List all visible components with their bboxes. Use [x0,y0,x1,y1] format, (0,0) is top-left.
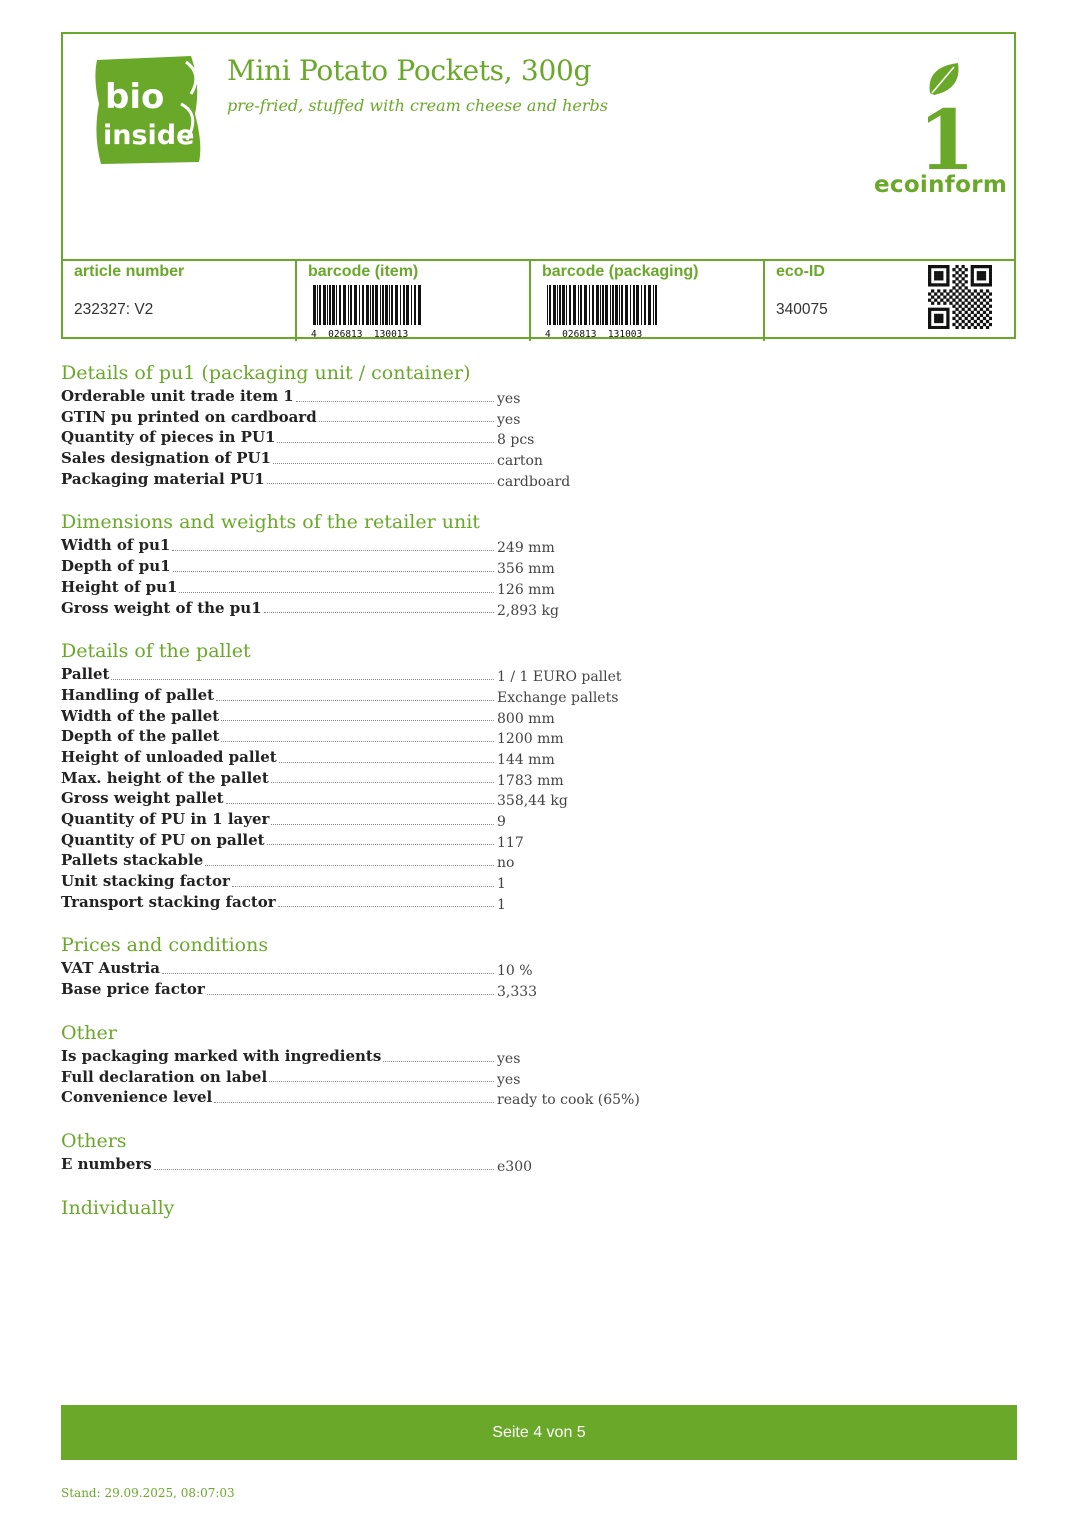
barcode-packaging-digits: 4 026813 131003 [545,329,643,339]
detail-row [61,556,761,577]
dotted-leader [172,535,494,551]
dotted-leader [216,685,494,701]
detail-label: VAT Austria [61,959,160,978]
barcode-bar [600,285,601,325]
barcode-bar [596,285,599,325]
detail-row [61,598,761,619]
section-title: Other [61,1021,117,1044]
barcode-item-label: barcode (item) [308,263,419,280]
dotted-leader [207,979,494,995]
section [61,360,761,489]
detail-value: 800 mm [497,710,555,727]
dotted-leader [277,427,494,443]
detail-label-wrap [61,598,497,619]
barcode-bar [557,285,558,325]
detail-label: Transport stacking factor [61,892,276,911]
section-title: Dimensions and weights of the retailer unit [61,511,480,534]
detail-label: Pallets stackable [61,851,204,870]
ecoinform-wordmark: ecoinform [874,172,1008,198]
detail-label-wrap [61,556,497,577]
detail-label-wrap [61,726,497,747]
ecoinform-numeral: 1 [918,93,976,189]
detail-row [61,427,761,448]
detail-row [61,535,761,556]
detail-label: Convenience level [61,1088,213,1107]
dotted-leader [162,958,494,974]
detail-value: 8 pcs [497,432,535,449]
detail-label-wrap [61,1154,497,1175]
detail-label-wrap [61,685,497,706]
detail-label-wrap [61,747,497,768]
dotted-leader [264,598,494,614]
detail-label-wrap [61,1046,497,1067]
detail-value: 358,44 kg [497,793,568,810]
detail-value: 126 mm [497,581,555,598]
barcode-bar [580,285,582,325]
barcode-item-digits: 4 026813 130013 [311,329,409,339]
detail-value: no [497,855,515,872]
barcode-bar [319,285,321,325]
detail-label-wrap [61,1087,497,1108]
barcode-bar [592,285,594,325]
barcode-bar [406,285,409,325]
detail-label: Quantity of PU on pallet [61,830,265,849]
article-number-cell [63,261,297,341]
barcode-bar [559,285,561,325]
dotted-leader [273,448,494,464]
dotted-leader [269,1067,494,1083]
barcode-bar [359,285,360,325]
barcode-bar [578,285,579,325]
detail-row [61,1087,761,1108]
detail-label: Max. height of the pallet [61,768,269,787]
detail-label: Unit stacking factor [61,872,230,891]
dotted-leader [271,809,494,825]
barcode-bar [619,285,620,325]
detail-label: Height of pu1 [61,577,178,596]
barcode-bar [633,285,635,325]
detail-label: Quantity of PU in 1 layer [61,810,270,828]
barcode-bar [343,285,346,325]
detail-label-wrap [61,577,497,598]
barcode-bar [348,285,349,325]
detail-row [61,726,761,747]
detail-label-wrap [61,871,497,892]
barcode-bar [329,285,331,325]
barcode-bar [403,285,405,325]
detail-row [61,706,761,727]
barcode-bar [648,285,651,325]
eco-id-cell [765,261,1014,341]
dotted-leader [232,871,494,887]
detail-label-wrap [61,830,497,851]
detail-label-wrap [61,809,497,830]
detail-row [61,747,761,768]
product-title: Mini Potato Pockets, 300g [227,54,592,87]
detail-row [61,664,761,685]
detail-label-wrap [61,1067,497,1088]
detail-value: 249 mm [497,540,555,557]
detail-row [61,469,761,490]
detail-label-wrap [61,958,497,979]
barcode-bar [317,285,318,325]
barcode-bar [569,285,571,325]
detail-label: Height of unloaded pallet [61,747,277,766]
detail-row [61,685,761,706]
detail-label: Is packaging marked with ingredients [61,1046,382,1065]
detail-row [61,958,761,979]
details-content [61,360,761,1241]
detail-label: GTIN pu printed on cardboard [61,407,317,426]
detail-label-wrap [61,469,497,490]
bio-logo-text-2: inside [103,120,195,151]
barcode-bar [573,285,576,325]
barcode-bar [414,285,416,325]
section [61,932,761,999]
barcode-bar [615,285,618,325]
dotted-leader [111,664,494,680]
timestamp: Stand: 29.09.2025, 08:07:03 [61,1486,235,1500]
detail-label-wrap [61,768,497,789]
detail-label: Depth of pu1 [61,557,171,576]
detail-label-wrap [61,535,497,556]
barcode-bar [553,285,556,325]
barcode-packaging-image [543,285,663,339]
dotted-leader [221,726,494,742]
dotted-leader [279,747,494,763]
detail-label-wrap [61,427,497,448]
detail-value: 1783 mm [497,772,564,789]
product-subtitle: pre-fried, stuffed with cream cheese and herbs [227,96,608,115]
detail-label-wrap [61,979,497,1000]
detail-row [61,892,761,913]
detail-value: yes [497,1050,521,1067]
barcode-bar [636,285,639,325]
article-number-value: 232327: V2 [74,301,154,318]
detail-row [61,577,761,598]
detail-label: Base price factor [61,980,205,999]
detail-value: Exchange pallets [497,689,619,706]
detail-label-wrap [61,448,497,469]
detail-row [61,386,761,407]
detail-row [61,448,761,469]
barcode-bar [562,285,565,325]
barcode-bar [366,285,369,325]
detail-value: 2,893 kg [497,602,559,619]
detail-row [61,871,761,892]
barcode-bar [630,285,631,325]
detail-label: Depth of the pallet [61,727,220,746]
detail-row [61,1067,761,1088]
detail-label-wrap [61,850,497,871]
dotted-leader [179,577,494,593]
barcode-bar [584,285,587,325]
detail-label-wrap [61,788,497,809]
detail-row [61,768,761,789]
detail-row [61,1046,761,1067]
section-title: Prices and conditions [61,934,269,957]
barcode-bar [400,285,401,325]
detail-label-wrap [61,706,497,727]
barcode-bar [336,285,337,325]
barcode-bar [372,285,374,325]
detail-label-wrap [61,892,497,913]
detail-row [61,788,761,809]
product-header [61,32,1016,339]
detail-value: 3,333 [497,984,538,1001]
detail-value: 1 [497,896,506,913]
barcode-bar [391,285,393,325]
detail-row [61,830,761,851]
detail-label: Gross weight pallet [61,789,224,808]
detail-label: Full declaration on label [61,1067,268,1086]
barcode-bar [313,285,316,325]
dotted-leader [173,556,494,572]
barcode-bar [625,285,628,325]
barcode-bar [385,285,388,325]
detail-value: 1 / 1 EURO pallet [497,669,622,686]
detail-value: 9 [497,814,506,830]
dotted-leader [383,1046,494,1062]
detail-label: Orderable unit trade item 1 [61,387,294,405]
barcode-bar [602,285,604,325]
barcode-bar [395,285,398,325]
barcode-bar [362,285,364,325]
detail-value: yes [497,391,521,407]
barcode-bar [375,285,378,325]
section [61,1020,761,1108]
barcode-bar [339,285,341,325]
barcode-bar [605,285,608,325]
page-number: Seite 4 von 5 [492,1424,586,1441]
dotted-leader [226,788,494,804]
section-title: Individually [61,1196,175,1219]
section [61,1128,761,1175]
article-info-row [63,259,1014,341]
section [61,509,761,618]
section-title: Details of the pallet [61,640,251,663]
detail-label: Pallet [61,665,110,684]
barcode-bar [621,285,623,325]
barcode-bar [411,285,412,325]
detail-value: cardboard [497,473,571,490]
detail-value: 144 mm [497,751,555,768]
dotted-leader [267,830,494,846]
section [61,1195,761,1221]
barcode-bar [389,285,390,325]
section [61,638,761,912]
detail-label: E numbers [61,1154,152,1173]
barcode-bar [589,285,590,325]
barcode-bar [612,285,614,325]
detail-value: e300 [497,1158,533,1175]
barcode-bar [327,285,328,325]
detail-value: 10 % [497,963,533,980]
dotted-leader [154,1154,494,1170]
dotted-leader [214,1087,494,1103]
barcode-item-cell [297,261,531,341]
detail-row [61,809,761,830]
detail-value: carton [497,453,543,470]
barcode-bar [350,285,352,325]
page-footer-bar [61,1405,1017,1460]
detail-label: Sales designation of PU1 [61,449,271,468]
barcode-bar [644,285,646,325]
detail-label: Width of pu1 [61,536,171,555]
detail-value: yes [497,1071,521,1088]
barcode-bar [418,285,421,325]
barcode-bar [354,285,357,325]
barcode-bar [653,285,654,325]
eco-id-label: eco-ID [776,263,825,280]
detail-value: 356 mm [497,561,555,578]
barcode-bar [655,285,657,325]
barcode-bar [641,285,642,325]
qr-code-icon [928,265,992,329]
detail-row [61,979,761,1000]
barcode-bar [547,285,548,325]
detail-value: 1 [497,876,506,893]
detail-label: Packaging material PU1 [61,469,265,488]
detail-value: 117 [497,834,524,851]
barcode-packaging-label: barcode (packaging) [542,263,699,280]
barcode-bar [323,285,326,325]
detail-label-wrap [61,407,497,428]
barcode-bar [382,285,384,325]
article-number-label: article number [74,263,185,280]
dotted-leader [271,768,494,784]
detail-label-wrap [61,386,497,407]
section-title: Details of pu1 (packaging unit / container) [61,362,471,384]
barcode-bar [549,285,551,325]
dotted-leader [267,469,494,485]
barcode-item-image [309,285,429,339]
dotted-leader [278,892,494,908]
detail-value: ready to cook (65%) [497,1092,640,1109]
dotted-leader [296,386,494,402]
bio-logo-text-1: bio [105,77,165,117]
dotted-leader [221,706,494,722]
barcode-bar [332,285,335,325]
barcode-bar [566,285,567,325]
barcode-bar [380,285,381,325]
barcode-bar [610,285,611,325]
barcode-packaging-cell [531,261,765,341]
detail-row [61,1154,761,1175]
dotted-leader [205,850,494,866]
detail-row [61,407,761,428]
section-title: Others [61,1129,127,1152]
barcode-bar [370,285,371,325]
detail-label: Width of the pallet [61,706,220,725]
dotted-leader [319,407,494,423]
detail-label-wrap [61,664,497,685]
detail-label: Handling of pallet [61,685,215,704]
detail-label: Quantity of pieces in PU1 [61,428,276,447]
detail-value: 1200 mm [497,731,564,748]
eco-id-value: 340075 [776,301,828,318]
detail-row [61,850,761,871]
bio-inside-logo [91,54,207,166]
detail-label: Gross weight of the pu1 [61,598,262,617]
detail-value: yes [497,411,521,428]
